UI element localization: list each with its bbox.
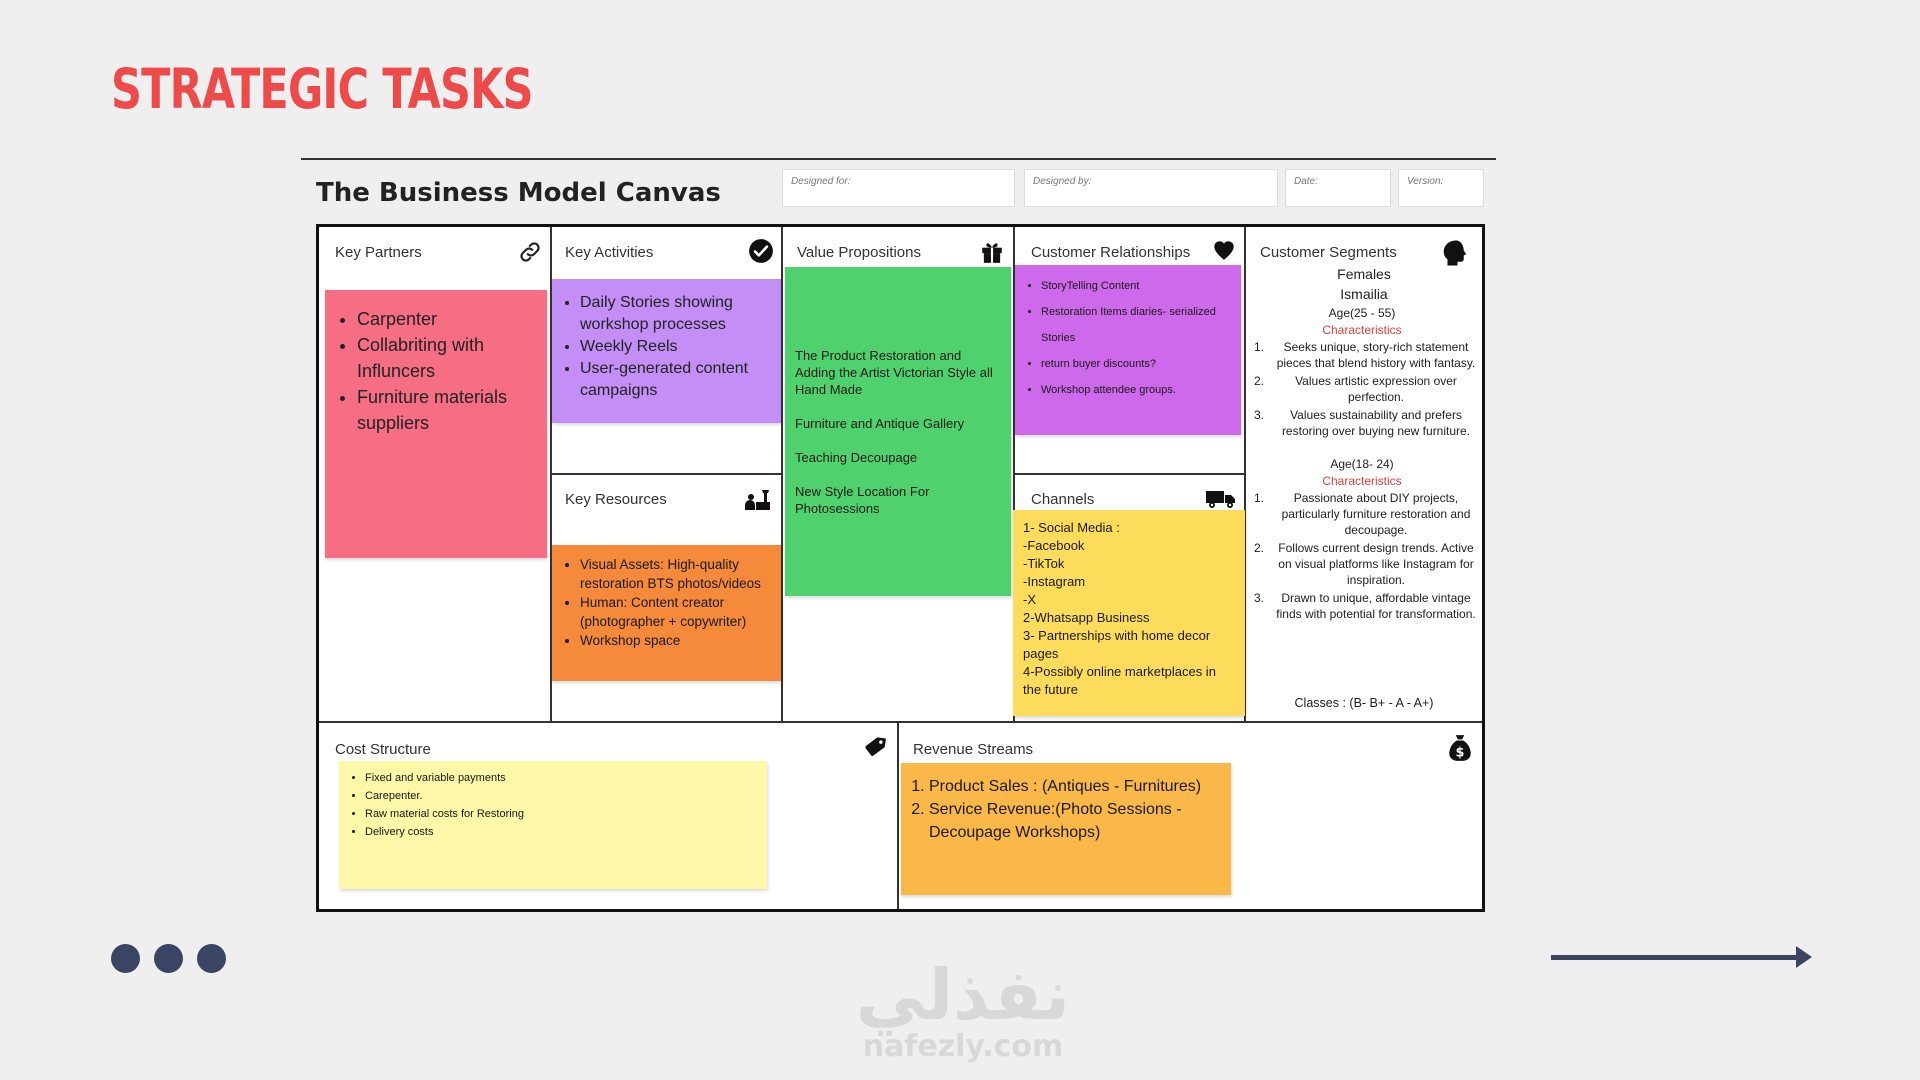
channel-line: 2-Whatsapp Business xyxy=(1023,610,1150,625)
list-item: • Weekly Reels xyxy=(580,336,771,358)
value-propositions-note xyxy=(785,267,1011,596)
revenue-streams-cell xyxy=(899,723,1482,909)
channel-line: 4-Possibly online marketplaces in the future xyxy=(1023,664,1216,697)
key-activities-cell xyxy=(552,227,781,473)
segment-age-group-2: Age(18- 24) xyxy=(1330,457,1394,471)
value-propositions-cell xyxy=(783,227,1013,721)
designed-by-field[interactable]: Designed by: xyxy=(1024,169,1278,207)
segment-characteristics-list-1 xyxy=(1254,339,1476,439)
key-partners-title: Key Partners xyxy=(335,244,422,261)
value-propositions-title: Value Propositions xyxy=(797,244,921,261)
paragraph: Furniture and Antique Gallery xyxy=(795,416,965,431)
business-model-canvas xyxy=(301,158,1496,913)
customer-segments-title: Customer Segments xyxy=(1260,244,1397,261)
gift-icon xyxy=(979,239,1005,265)
heart-icon xyxy=(1211,237,1237,263)
channel-line: -Instagram xyxy=(1023,574,1086,589)
list-item: • Workshop space xyxy=(580,631,773,650)
list-item: 3. Values sustainability and prefers restoring over buying new furniture. xyxy=(1254,408,1471,438)
slide-title: STRATEGIC TASKS xyxy=(111,57,533,121)
list-item: 2. Values artistic expression over perfection. xyxy=(1254,374,1457,404)
key-resources-cell xyxy=(552,475,781,721)
list-item: • User-generated content campaigns xyxy=(580,358,771,402)
key-activities-title: Key Activities xyxy=(565,244,654,261)
next-arrow-shaft[interactable] xyxy=(1551,955,1801,960)
money-bag-icon xyxy=(1447,733,1473,763)
page-dot[interactable] xyxy=(154,944,183,973)
designed-for-field[interactable]: Designed for: xyxy=(782,169,1015,207)
cost-structure-title: Cost Structure xyxy=(335,741,431,758)
list-item: • Furniture materials suppliers xyxy=(357,384,535,436)
tag-icon xyxy=(863,734,889,760)
channel-line: 3- Partnerships with home decor pages xyxy=(1023,628,1211,661)
list-item: 1. Passionate about DIY projects, particularly furniture restoration and decoupage. xyxy=(1254,491,1471,537)
segment-characteristics-list-2 xyxy=(1254,490,1476,622)
segment-characteristics-label-1: Characteristics xyxy=(1322,323,1402,337)
version-field[interactable]: Version: xyxy=(1398,169,1484,207)
key-resources-note xyxy=(552,545,781,681)
segment-gender: Females xyxy=(1337,266,1391,282)
key-activities-note xyxy=(552,279,781,423)
channels-cell xyxy=(1015,475,1244,721)
canvas-grid xyxy=(316,224,1485,912)
segment-location: Ismailia xyxy=(1340,286,1388,302)
customer-segments-cell xyxy=(1246,227,1482,721)
checkmark-icon xyxy=(748,238,774,264)
list-item: • Visual Assets: High-quality restoration BTS photos/videos xyxy=(580,555,773,593)
channels-title: Channels xyxy=(1031,491,1095,508)
list-item: • Workshop attendee groups. xyxy=(1041,377,1233,403)
segment-classes: Classes : (B- B+ - A - A+) xyxy=(1294,696,1434,710)
list-item: • Delivery costs xyxy=(365,823,759,841)
list-item: 2. Follows current design trends. Active on visual platforms like Instagram for inspiration. xyxy=(1254,541,1474,587)
list-item: 3. Drawn to unique, affordable vintage finds with potential for transformation. xyxy=(1254,591,1476,621)
customer-relationships-title: Customer Relationships xyxy=(1031,244,1191,261)
list-item: • Collabriting with Influncers xyxy=(357,332,535,384)
date-field[interactable]: Date: xyxy=(1285,169,1391,207)
key-resources-title: Key Resources xyxy=(565,491,667,508)
watermark-url: nafezly.com xyxy=(862,1029,1064,1064)
list-item: • Raw material costs for Restoring xyxy=(365,805,759,823)
key-partners-cell xyxy=(319,227,550,721)
list-item: • Fixed and variable payments xyxy=(365,769,759,787)
next-arrow-icon[interactable] xyxy=(1796,946,1812,968)
cost-structure-cell xyxy=(319,723,897,909)
customer-relationships-note xyxy=(1015,265,1241,435)
list-item: • Carepenter. xyxy=(365,787,759,805)
channel-line: 1- Social Media : xyxy=(1023,520,1120,535)
list-item: 2. Service Revenue:(Photo Sessions - Decoupage Workshops) xyxy=(929,798,1221,844)
watermark xyxy=(848,954,1078,1064)
list-item: • Human: Content creator (photographer + copywriter) xyxy=(580,593,773,631)
channel-line: -X xyxy=(1023,592,1036,607)
revenue-streams-note xyxy=(901,763,1231,895)
top-divider xyxy=(301,158,1496,160)
channel-line: -Facebook xyxy=(1023,538,1085,553)
page-dot[interactable] xyxy=(197,944,226,973)
truck-icon xyxy=(1205,485,1237,511)
watermark-arabic: نفذلي xyxy=(855,954,1071,1036)
cost-structure-note xyxy=(339,761,767,889)
paragraph: New Style Location For Photosessions xyxy=(795,484,930,516)
channels-note xyxy=(1013,510,1245,716)
page-dot[interactable] xyxy=(111,944,140,973)
svg-text:$: $ xyxy=(1455,745,1465,761)
channel-line: -TikTok xyxy=(1023,556,1065,571)
segment-characteristics-label-2: Characteristics xyxy=(1322,474,1402,488)
list-item: • Carpenter xyxy=(357,306,535,332)
revenue-streams-title: Revenue Streams xyxy=(913,741,1034,758)
list-item: 1. Product Sales : (Antiques - Furnitures) xyxy=(929,775,1221,798)
customer-relationships-cell xyxy=(1015,227,1244,473)
list-item: • return buyer discounts? xyxy=(1041,351,1233,377)
list-item: • StoryTelling Content xyxy=(1041,273,1233,299)
list-item: 1. Seeks unique, story-rich statement pieces that blend history with fantasy. xyxy=(1254,340,1476,370)
list-item: • Daily Stories showing workshop processes xyxy=(580,292,771,336)
segment-age-group-1: Age(25 - 55) xyxy=(1328,306,1396,320)
worker-icon xyxy=(742,487,772,513)
paragraph: Teaching Decoupage xyxy=(795,450,918,465)
canvas-heading: The Business Model Canvas xyxy=(316,178,721,208)
paragraph: The Product Restoration and Adding the Artist Victorian Style all Hand Made xyxy=(795,348,993,397)
key-partners-note xyxy=(325,290,547,558)
list-item: • Restoration Items diaries- serialized Stories xyxy=(1041,299,1233,351)
link-icon xyxy=(517,239,543,265)
